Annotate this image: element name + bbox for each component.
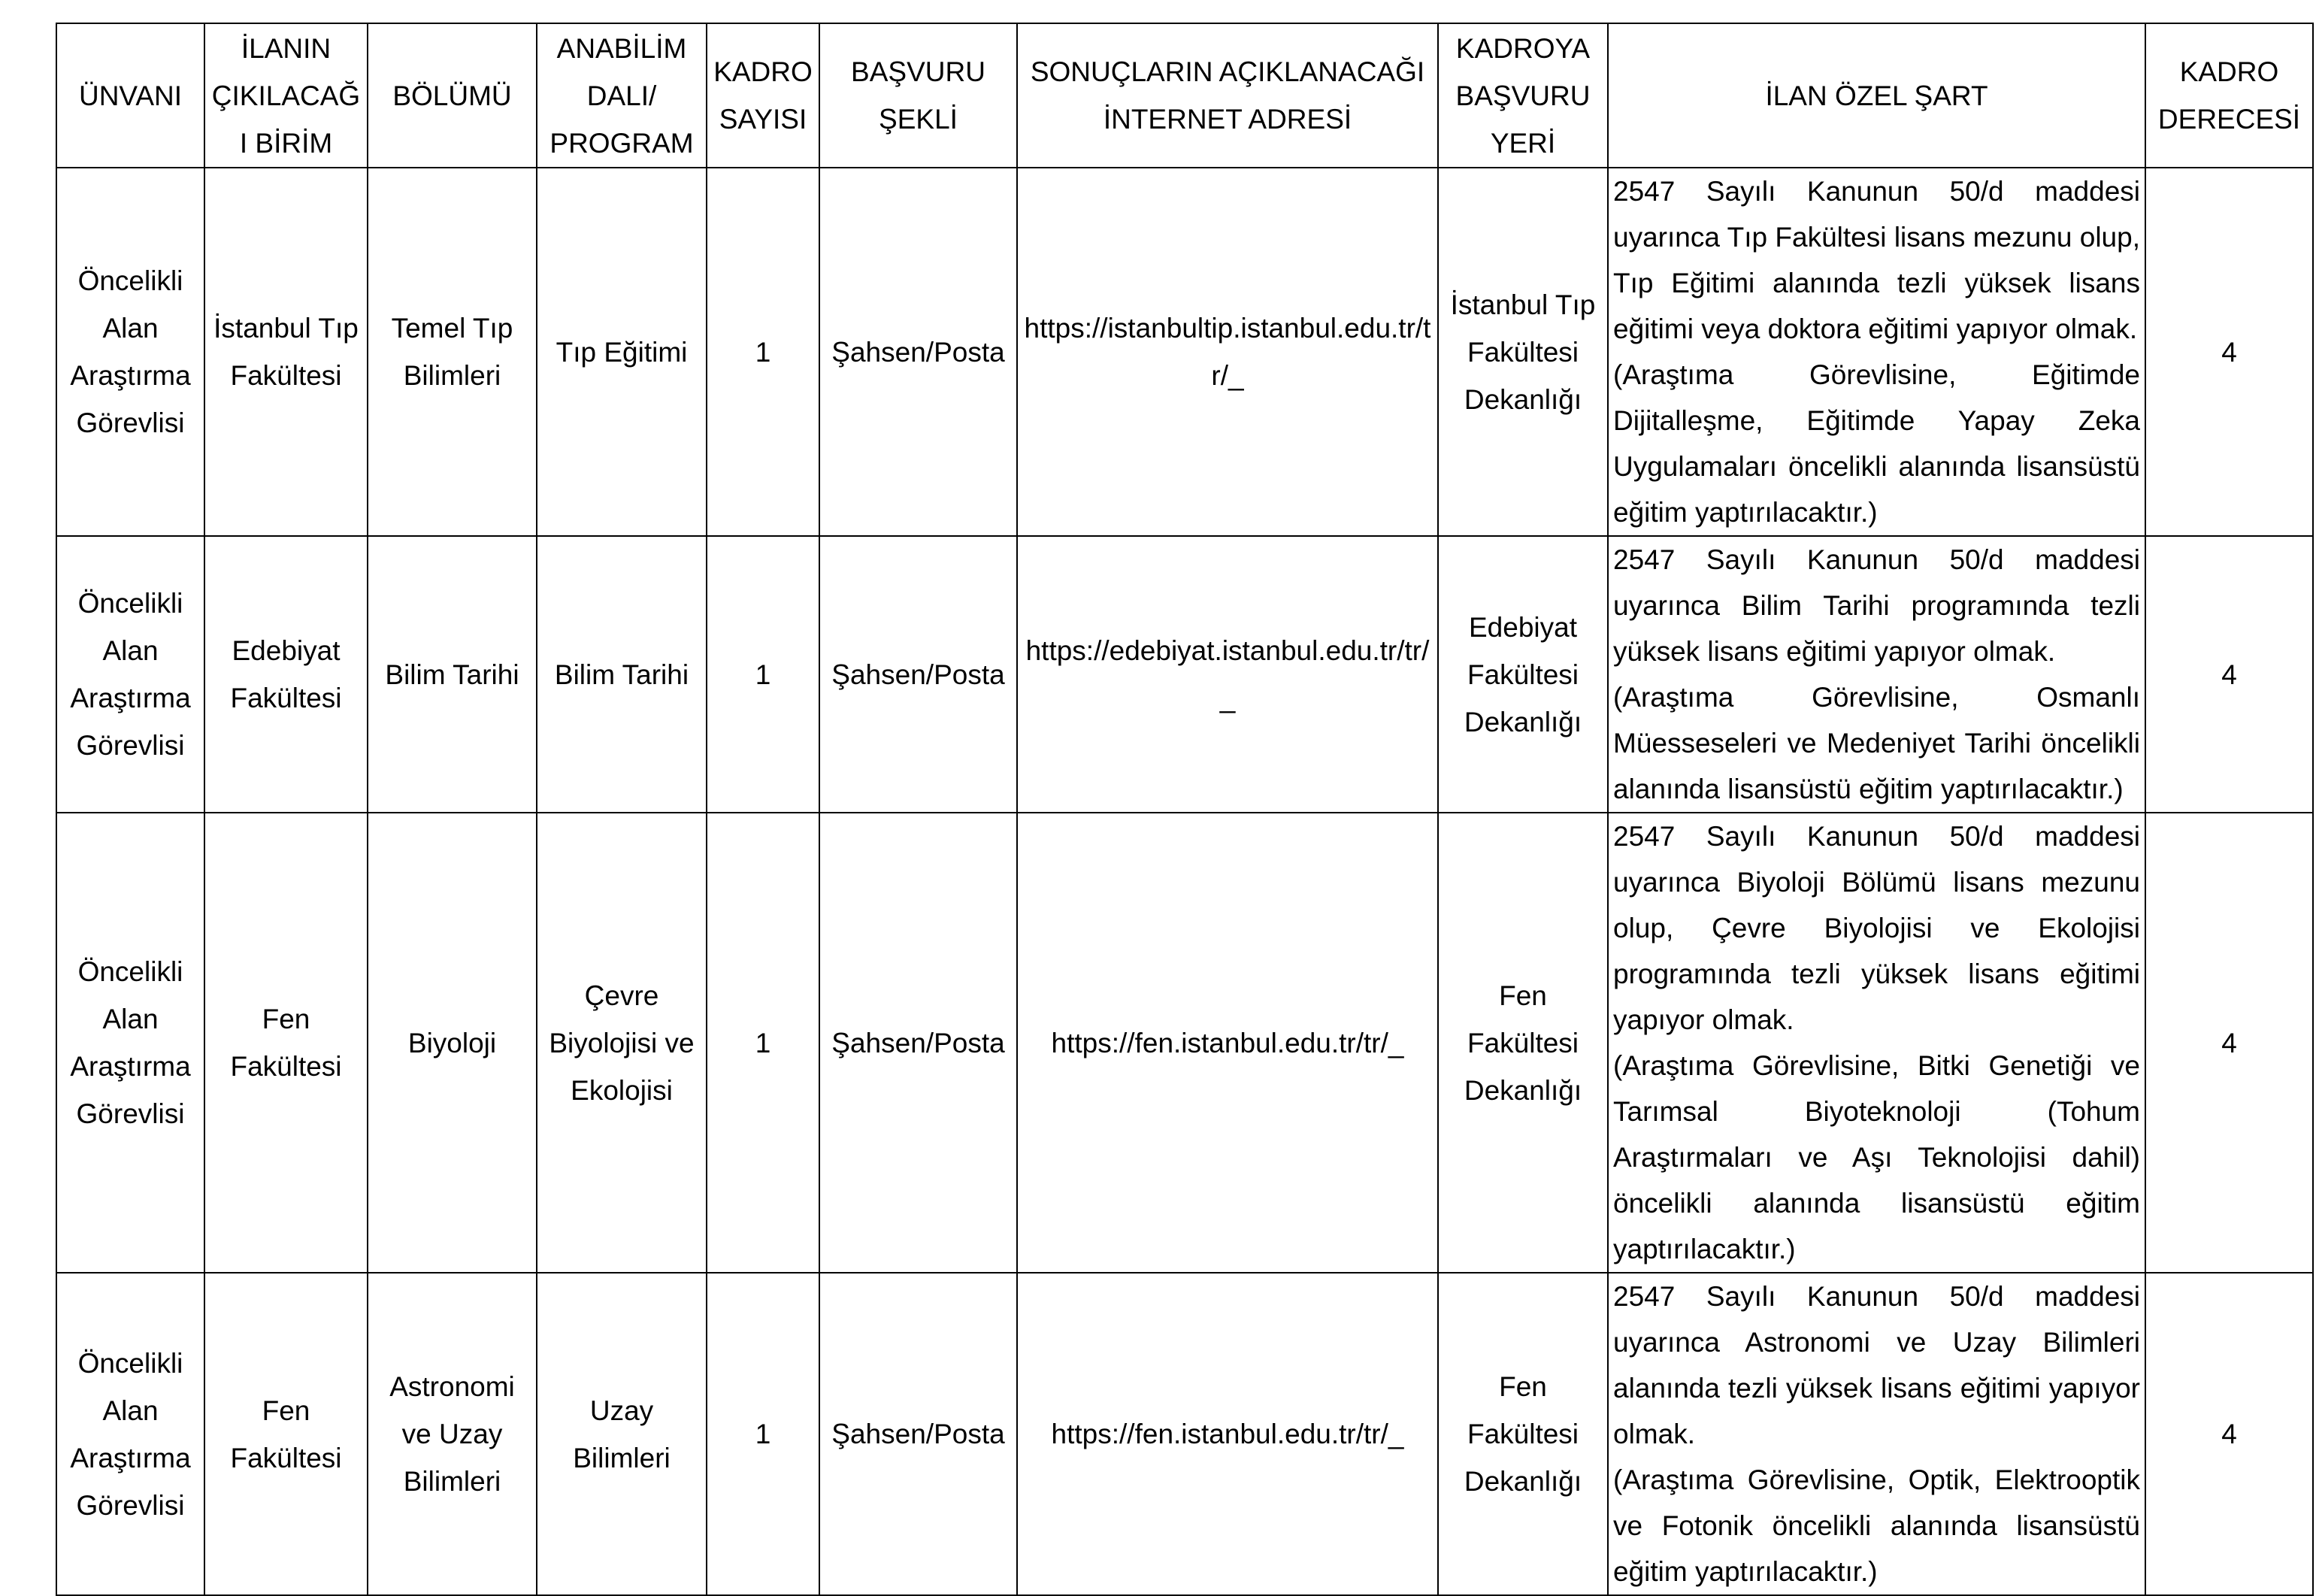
- cell-derece: 4: [2145, 1273, 2313, 1595]
- cell-derece: 4: [2145, 813, 2313, 1273]
- header-ozel-sart: İLAN ÖZEL ŞART: [1608, 23, 2145, 168]
- cell-derece: 4: [2145, 168, 2313, 536]
- cell-program: Tıp Eğitimi: [537, 168, 707, 536]
- header-basvuru-sekli: BAŞVURU ŞEKLİ: [819, 23, 1017, 168]
- ozel-sart-note: (Araştıma Görevlisine, Osmanlı Müesseseleri ve Medeniyet Tarihi öncelikli alanında lisansüstü eğitim yaptırılacaktır.): [1613, 682, 2140, 804]
- cell-internet-adresi: https://fen.istanbul.edu.tr/tr/_: [1017, 813, 1438, 1273]
- cell-basvuru-sekli: Şahsen/Posta: [819, 536, 1017, 813]
- cell-ozel-sart: [1608, 168, 2145, 536]
- table-row: [56, 168, 2313, 536]
- cell-basvuru-yeri: Edebiyat Fakültesi Dekanlığı: [1438, 536, 1608, 813]
- cell-kadro-sayisi: 1: [707, 536, 819, 813]
- cell-basvuru-sekli: Şahsen/Posta: [819, 168, 1017, 536]
- cell-ozel-sart: [1608, 1273, 2145, 1595]
- cell-basvuru-yeri: İstanbul Tıp Fakültesi Dekanlığı: [1438, 168, 1608, 536]
- header-program: ANABİLİM DALI/ PROGRAM: [537, 23, 707, 168]
- cell-internet-adresi: https://istanbultip.istanbul.edu.tr/tr/_: [1017, 168, 1438, 536]
- ozel-sart-text: 2547 Sayılı Kanunun 50/d maddesi uyarınca Biyoloji Bölümü lisans mezunu olup, Çevre Biyolojisi ve Ekolojisi programında tezli yüksek lisans eğitimi yapıyor olmak.: [1613, 821, 2140, 1035]
- header-derece: KADRO DERECESİ: [2145, 23, 2313, 168]
- ozel-sart-text: 2547 Sayılı Kanunun 50/d maddesi uyarınca Bilim Tarihi programında tezli yüksek lisans eğitimi yapıyor olmak.: [1613, 544, 2140, 667]
- ozel-sart-note: (Araştıma Görevlisine, Bitki Genetiği ve Tarımsal Biyoteknoloji (Tohum Araştırmaları ve Aşı Teknolojisi dahil) öncelikli alanında lisansüstü eğitim yaptırılacaktır.): [1613, 1050, 2140, 1264]
- cell-bolum: Astronomi ve Uzay Bilimleri: [368, 1273, 537, 1595]
- cell-derece: 4: [2145, 536, 2313, 813]
- header-bolum: BÖLÜMÜ: [368, 23, 537, 168]
- header-unvan: ÜNVANI: [56, 23, 204, 168]
- header-birim: İLANIN ÇIKILACAĞI BİRİM: [204, 23, 368, 168]
- header-kadro-sayisi: KADRO SAYISI: [707, 23, 819, 168]
- cell-kadro-sayisi: 1: [707, 813, 819, 1273]
- header-basvuru-yeri: KADROYA BAŞVURU YERİ: [1438, 23, 1608, 168]
- cell-internet-adresi: https://fen.istanbul.edu.tr/tr/_: [1017, 1273, 1438, 1595]
- ozel-sart-note: (Araştıma Görevlisine, Optik, Elektrooptik ve Fotonik öncelikli alanında lisansüstü eğitim yaptırılacaktır.): [1613, 1464, 2140, 1587]
- cell-unvan: Öncelikli Alan Araştırma Görevlisi: [56, 536, 204, 813]
- cell-birim: İstanbul Tıp Fakültesi: [204, 168, 368, 536]
- cell-program: Bilim Tarihi: [537, 536, 707, 813]
- cell-program: Çevre Biyolojisi ve Ekolojisi: [537, 813, 707, 1273]
- cell-basvuru-yeri: Fen Fakültesi Dekanlığı: [1438, 1273, 1608, 1595]
- table-row: [56, 813, 2313, 1273]
- cell-bolum: Temel Tıp Bilimleri: [368, 168, 537, 536]
- cell-bolum: Biyoloji: [368, 813, 537, 1273]
- announcement-table: [56, 23, 2314, 1596]
- ozel-sart-text: 2547 Sayılı Kanunun 50/d maddesi uyarınca Astronomi ve Uzay Bilimleri alanında tezli yüksek lisans eğitimi yapıyor olmak.: [1613, 1281, 2140, 1449]
- cell-birim: Fen Fakültesi: [204, 813, 368, 1273]
- header-row: [56, 23, 2313, 168]
- cell-unvan: Öncelikli Alan Araştırma Görevlisi: [56, 813, 204, 1273]
- cell-program: Uzay Bilimleri: [537, 1273, 707, 1595]
- ozel-sart-note: (Araştıma Görevlisine, Eğitimde Dijitalleşme, Eğitimde Yapay Zeka Uygulamaları öncelikli alanında lisansüstü eğitim yaptırılacaktır.): [1613, 359, 2140, 528]
- header-internet-adresi: SONUÇLARIN AÇIKLANACAĞI İNTERNET ADRESİ: [1017, 23, 1438, 168]
- cell-basvuru-sekli: Şahsen/Posta: [819, 1273, 1017, 1595]
- cell-unvan: Öncelikli Alan Araştırma Görevlisi: [56, 1273, 204, 1595]
- cell-bolum: Bilim Tarihi: [368, 536, 537, 813]
- cell-kadro-sayisi: 1: [707, 168, 819, 536]
- table-row: [56, 1273, 2313, 1595]
- cell-unvan: Öncelikli Alan Araştırma Görevlisi: [56, 168, 204, 536]
- table-row: [56, 536, 2313, 813]
- cell-basvuru-sekli: Şahsen/Posta: [819, 813, 1017, 1273]
- cell-ozel-sart: [1608, 813, 2145, 1273]
- cell-birim: Edebiyat Fakültesi: [204, 536, 368, 813]
- cell-ozel-sart: [1608, 536, 2145, 813]
- cell-basvuru-yeri: Fen Fakültesi Dekanlığı: [1438, 813, 1608, 1273]
- cell-birim: Fen Fakültesi: [204, 1273, 368, 1595]
- cell-kadro-sayisi: 1: [707, 1273, 819, 1595]
- cell-internet-adresi: https://edebiyat.istanbul.edu.tr/tr/_: [1017, 536, 1438, 813]
- ozel-sart-text: 2547 Sayılı Kanunun 50/d maddesi uyarınca Tıp Fakültesi lisans mezunu olup, Tıp Eğitimi alanında tezli yüksek lisans eğitimi veya doktora eğitimi yapıyor olmak.: [1613, 176, 2140, 344]
